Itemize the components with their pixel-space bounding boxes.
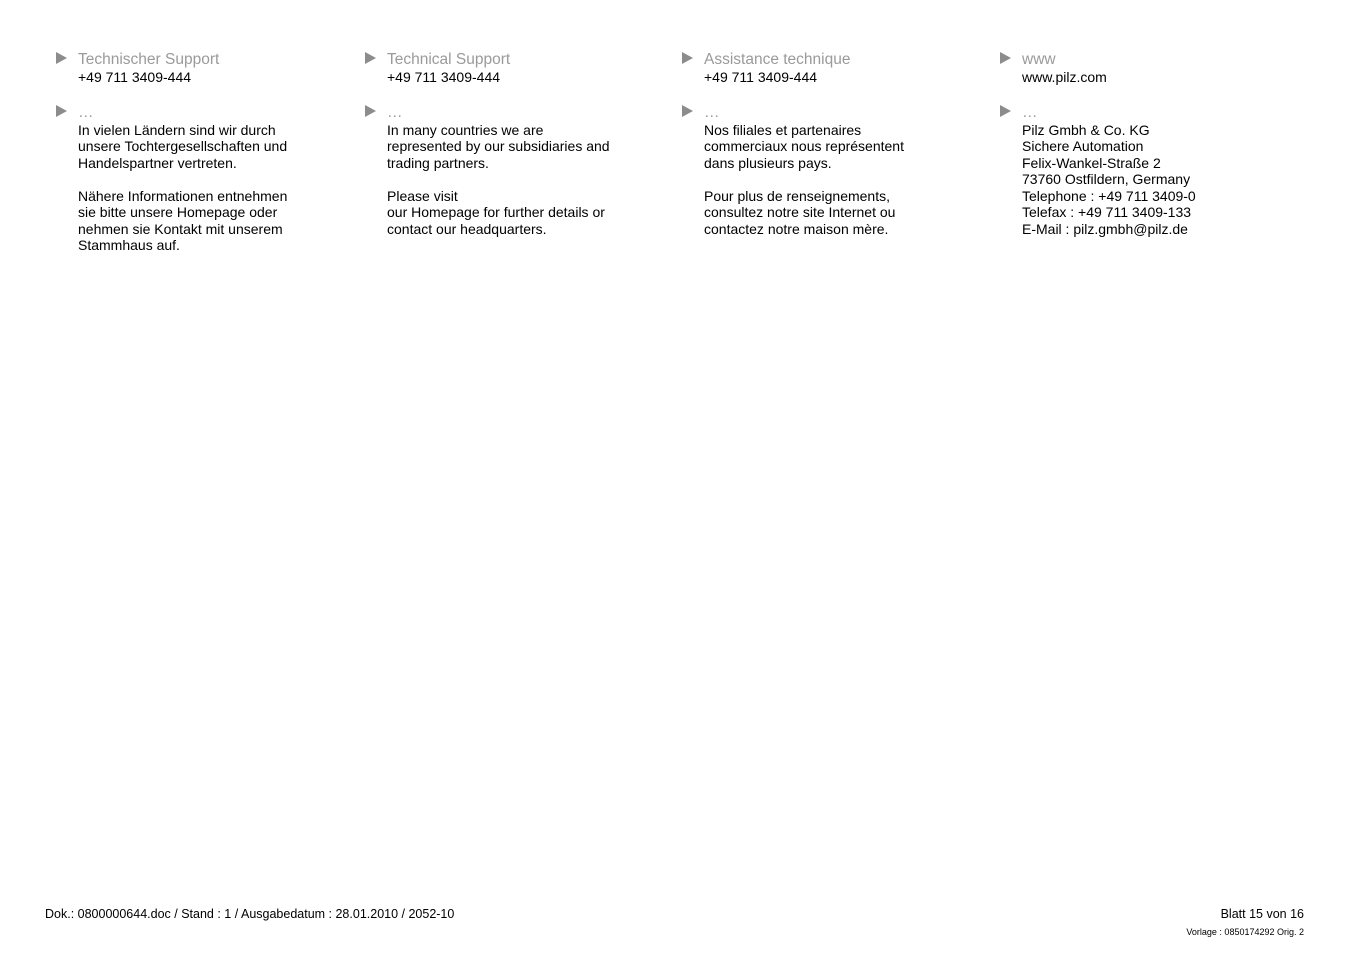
info-entry <box>682 103 962 238</box>
column-german <box>56 50 326 254</box>
document-info: Dok.: 0800000644.doc / Stand : 1 / Ausgabedatum : 28.01.2010 / 2052-10 <box>45 907 455 921</box>
text-line: Please visit <box>387 187 458 204</box>
triangle-right-icon <box>682 105 693 117</box>
info-text <box>78 122 326 254</box>
info-paragraph <box>78 188 326 254</box>
text-line: trading partners. <box>387 154 489 171</box>
address-entry <box>1000 103 1260 238</box>
website-entry <box>1000 50 1260 86</box>
info-entry <box>365 103 645 238</box>
text-line: In many countries we are <box>387 121 544 138</box>
email[interactable]: E-Mail : pilz.gmbh@pilz.de <box>1022 220 1188 237</box>
info-paragraph <box>704 122 962 172</box>
city-address: 73760 Ostfildern, Germany <box>1022 171 1191 187</box>
text-line: contactez notre maison mère. <box>704 220 889 237</box>
info-paragraph <box>704 188 962 238</box>
text-line: Handelspartner vertreten. <box>78 154 237 171</box>
triangle-right-icon <box>1000 52 1011 64</box>
text-line: Nähere Informationen entnehmen <box>78 187 288 204</box>
street-address: Felix-Wankel-Straße 2 <box>1022 154 1161 171</box>
support-phone: +49 711 3409-444 <box>704 69 818 85</box>
support-entry <box>682 50 962 86</box>
text-line: dans plusieurs pays. <box>704 154 832 171</box>
template-info: Vorlage : 0850174292 Orig. 2 <box>1186 927 1304 937</box>
column-contact <box>1000 50 1260 237</box>
info-entry <box>56 103 326 254</box>
address-paragraph <box>1022 122 1260 238</box>
triangle-right-icon <box>1000 105 1011 117</box>
info-text <box>387 122 645 238</box>
text-line: consultez notre site Internet ou <box>704 204 896 220</box>
website-heading: www <box>1022 51 1056 68</box>
column-french <box>682 50 962 237</box>
telephone: Telephone : +49 711 3409-0 <box>1022 187 1196 204</box>
info-heading: … <box>78 103 94 121</box>
website-link[interactable]: www.pilz.com <box>1022 69 1107 85</box>
triangle-right-icon <box>365 105 376 117</box>
text-line: Stammhaus auf. <box>78 237 180 253</box>
text-line: contact our headquarters. <box>387 220 547 237</box>
address-block <box>1022 122 1260 238</box>
info-paragraph <box>387 122 645 172</box>
support-entry <box>56 50 326 86</box>
telefax: Telefax : +49 711 3409-133 <box>1022 204 1192 220</box>
support-phone: +49 711 3409-444 <box>387 69 501 85</box>
text-line: our Homepage for further details or <box>387 204 605 220</box>
support-phone: +49 711 3409-444 <box>78 69 192 85</box>
triangle-right-icon <box>365 52 376 64</box>
info-heading: … <box>704 103 720 121</box>
company-division: Sichere Automation <box>1022 138 1144 154</box>
triangle-right-icon <box>682 52 693 64</box>
text-line: Pour plus de renseignements, <box>704 187 890 204</box>
text-line: sie bitte unsere Homepage oder <box>78 204 278 220</box>
support-heading: Assistance technique <box>704 51 851 68</box>
address-heading: … <box>1022 103 1038 121</box>
company-name: Pilz Gmbh & Co. KG <box>1022 121 1150 138</box>
support-heading: Technical Support <box>387 51 511 68</box>
info-paragraph <box>78 122 326 172</box>
text-line: nehmen sie Kontakt mit unserem <box>78 220 283 237</box>
info-heading: … <box>387 103 403 121</box>
page-number: Blatt 15 von 16 <box>1220 907 1304 921</box>
triangle-right-icon <box>56 105 67 117</box>
text-line: commerciaux nous représentent <box>704 138 904 154</box>
support-heading: Technischer Support <box>78 51 220 68</box>
info-paragraph <box>387 188 645 238</box>
triangle-right-icon <box>56 52 67 64</box>
text-line: In vielen Ländern sind wir durch <box>78 121 276 138</box>
column-english <box>365 50 645 237</box>
support-entry <box>365 50 645 86</box>
text-line: represented by our subsidiaries and <box>387 138 610 154</box>
info-text <box>704 122 962 238</box>
text-line: unsere Tochtergesellschaften und <box>78 138 288 154</box>
text-line: Nos filiales et partenaires <box>704 121 862 138</box>
